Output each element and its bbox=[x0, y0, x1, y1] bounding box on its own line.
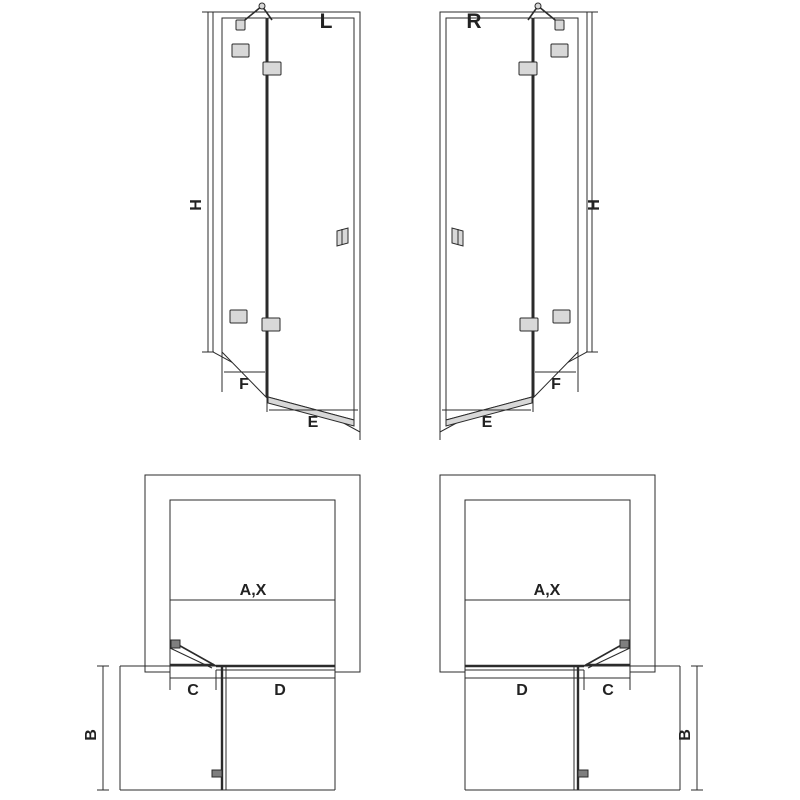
left-plan-swing-handle bbox=[212, 770, 222, 777]
right-plan-D-label: D bbox=[516, 682, 528, 699]
left-hinge-upper-wall bbox=[232, 44, 249, 57]
right-stabilizer-joint bbox=[535, 3, 541, 9]
right-door-glass bbox=[446, 18, 532, 420]
right-hinge-upper-wall bbox=[551, 44, 568, 57]
variant-label-right: R bbox=[466, 10, 482, 33]
right-fixed-panel-glass bbox=[534, 18, 578, 397]
left-door-E-label: E bbox=[307, 414, 319, 431]
elevation-left bbox=[188, 3, 360, 440]
right-height-label: H bbox=[586, 199, 603, 211]
left-plan-door-leaf-open bbox=[175, 643, 216, 666]
right-hinge-lower-wall bbox=[553, 310, 570, 323]
right-hinge-upper-door bbox=[519, 62, 537, 75]
elevation-right bbox=[440, 3, 603, 440]
variant-label-left: L bbox=[319, 10, 333, 33]
right-hinge-lower-door bbox=[520, 318, 538, 331]
right-plan-AX-label: A,X bbox=[533, 582, 561, 599]
left-panel-F-label: F bbox=[239, 376, 249, 393]
right-plan-door-leaf-open bbox=[584, 643, 625, 666]
right-panel-F-label: F bbox=[551, 376, 561, 393]
right-plan-B-label: B bbox=[677, 729, 694, 741]
right-stabilizer-wallmount bbox=[555, 20, 564, 30]
left-stabilizer-joint bbox=[259, 3, 265, 9]
left-door-glass bbox=[268, 18, 354, 420]
left-height-label: H bbox=[188, 199, 205, 211]
left-hinge-lower-wall bbox=[230, 310, 247, 323]
left-plan-hinge-block bbox=[171, 640, 180, 648]
left-hinge-lower-door bbox=[262, 318, 280, 331]
left-hinge-upper-door bbox=[263, 62, 281, 75]
left-stabilizer-wallmount bbox=[236, 20, 245, 30]
plan-left bbox=[83, 475, 360, 790]
left-plan-D-label: D bbox=[274, 682, 286, 699]
left-plan-C-label: C bbox=[187, 682, 199, 699]
right-plan-hinge-block bbox=[620, 640, 629, 648]
left-plan-B-label: B bbox=[83, 729, 100, 741]
left-plan-AX-label: A,X bbox=[239, 582, 267, 599]
right-plan-C-label: C bbox=[602, 682, 614, 699]
plan-right bbox=[440, 475, 703, 790]
right-plan-swing-handle bbox=[578, 770, 588, 777]
left-fixed-panel-glass bbox=[222, 18, 266, 397]
right-door-E-label: E bbox=[481, 414, 493, 431]
